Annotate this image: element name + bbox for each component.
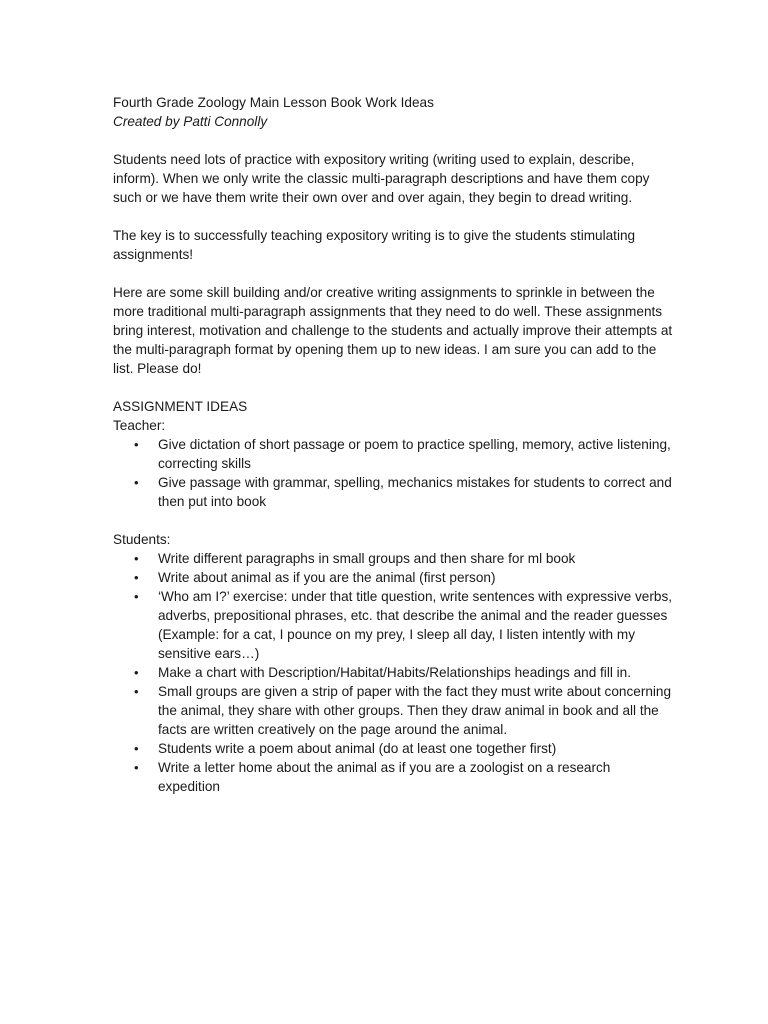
list-item-text: ‘Who am I?’ exercise: under that title question, write sentences with expressive verbs, adverbs, prepositional phrases, etc. that describe the animal and the reader guesses (Example: for a cat, I pounce on my prey, I sleep all day, I listen intently with my sensitive ears…) [158, 589, 673, 661]
bullet-icon: • [134, 665, 139, 680]
list-item [113, 739, 673, 758]
intro-paragraph: Students need lots of practice with expository writing (writing used to explain, describe, inform). When we only write the classic multi-paragraph descriptions and have them copy such or we have them write their own over and over again, they begin to dread writing. [113, 152, 650, 205]
spacer [113, 511, 673, 530]
teacher-list [113, 435, 673, 511]
bullet-icon: • [134, 475, 139, 490]
bullet-icon: • [134, 589, 139, 604]
list-item-text: Write about animal as if you are the animal (first person) [158, 570, 496, 585]
document-title: Fourth Grade Zoology Main Lesson Book Work Ideas [113, 95, 434, 110]
list-item [113, 682, 673, 739]
students-label: Students: [113, 532, 171, 547]
list-item-text: Small groups are given a strip of paper with the fact they must write about concerning the animal, they share with other groups. Then they draw animal in book and all the facts are written creatively on the page around the animal. [158, 684, 672, 737]
list-item [113, 568, 673, 587]
key-paragraph: The key is to successfully teaching expository writing is to give the students stimulating assignments! [113, 228, 636, 262]
list-item [113, 435, 673, 473]
students-list [113, 549, 673, 796]
assignment-ideas-heading: ASSIGNMENT IDEAS [113, 399, 248, 414]
list-item-text: Write different paragraphs in small groups and then share for ml book [158, 551, 576, 566]
assignments-intro-paragraph: Here are some skill building and/or creative writing assignments to sprinkle in between the more traditional multi-paragraph assignments that they need to do well. These assignments bring interest, motivation and challenge to the students and actually improve their attempts at the multi-paragraph format by opening them up to new ideas. I am sure you can add to the list. Please do! [113, 285, 673, 376]
list-item-text: Make a chart with Description/Habitat/Habits/Relationships headings and fill in. [158, 665, 632, 680]
list-item-text: Write a letter home about the animal as if you are a zoologist on a research expedition [158, 760, 611, 794]
teacher-label: Teacher: [113, 418, 166, 433]
list-item [113, 663, 673, 682]
bullet-icon: • [134, 570, 139, 585]
bullet-icon: • [134, 437, 139, 452]
bullet-icon: • [134, 684, 139, 699]
list-item [113, 549, 673, 568]
list-item-text: Give dictation of short passage or poem to practice spelling, memory, active listening, correcting skills [158, 437, 671, 471]
bullet-icon: • [134, 760, 139, 775]
list-item-text: Give passage with grammar, spelling, mechanics mistakes for students to correct and then put into book [158, 475, 672, 509]
list-item-text: Students write a poem about animal (do at least one together first) [158, 741, 557, 756]
list-item [113, 758, 673, 796]
author-line: Created by Patti Connolly [113, 114, 268, 129]
bullet-icon: • [134, 741, 139, 756]
list-item [113, 473, 673, 511]
list-item [113, 587, 673, 663]
document-body [113, 93, 673, 796]
bullet-icon: • [134, 551, 139, 566]
